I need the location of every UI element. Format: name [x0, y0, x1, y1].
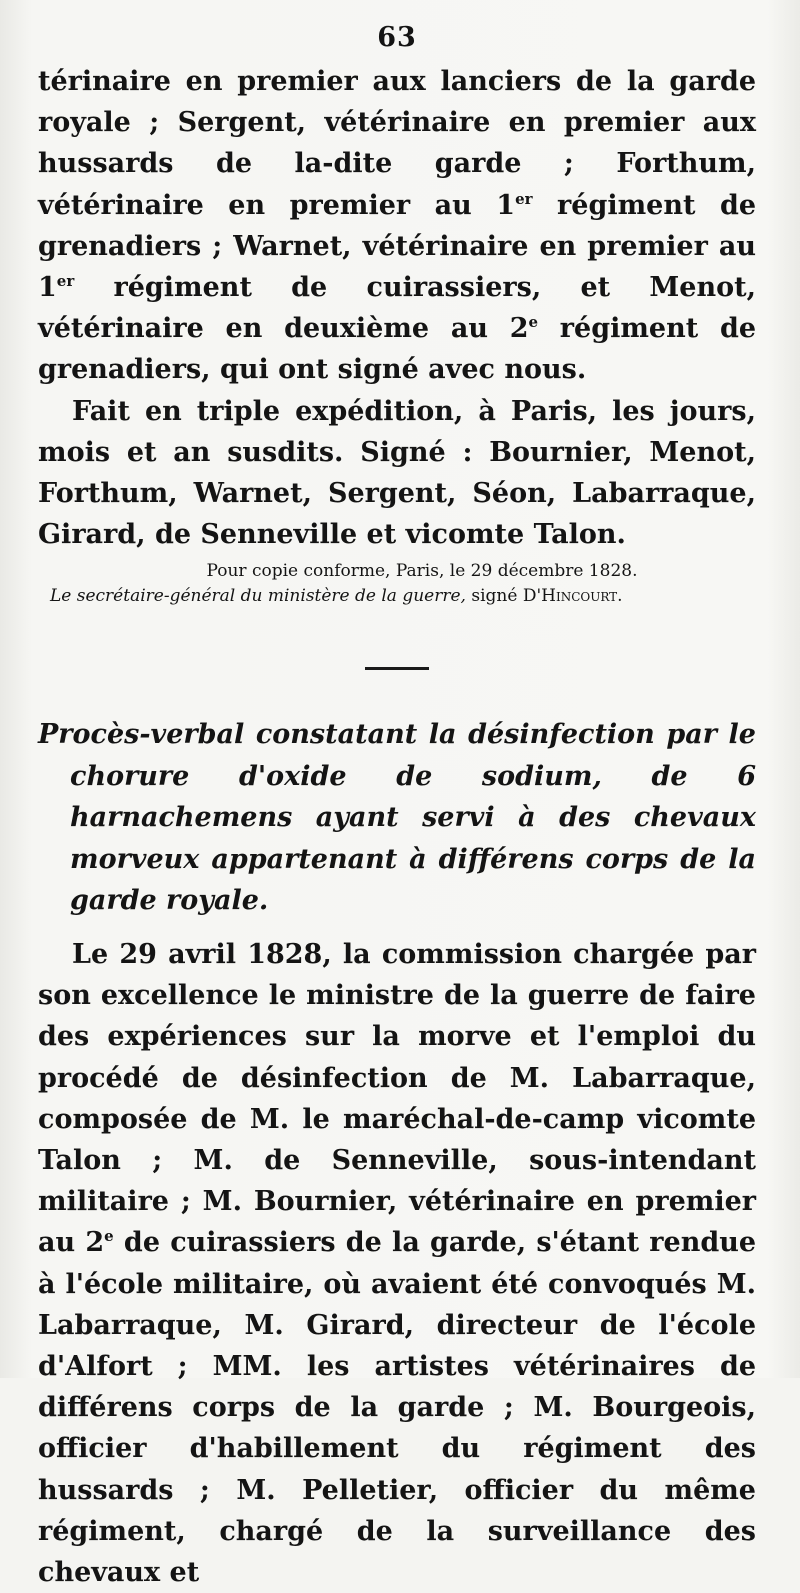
- paragraph-signatories: [38, 61, 756, 391]
- paragraph-text: régiment de grenadiers, qui ont signé avec nous.: [38, 313, 757, 386]
- paragraph-text: de cuirassiers de la garde, s'étant rendue à l'école militaire, où avaient été convoqués M. Labarraque, M. Girard, directeur de l'école d'Alfort ; MM. les artistes vétérinaires de différens corps de la garde ; M. Bourgeois, officier d'habillement du régiment des hussards ; M. Pelletier, officier du même régiment, chargé de la surveillance des chevaux et: [38, 1227, 757, 1588]
- paragraph-commission: [38, 934, 756, 1593]
- section-heading: Procès-verbal constatant la désinfection par le chorure d'oxide de sodium, de 6 harnachemens ayant servi à des chevaux morveux appartenant à différens corps de la garde royale.: [38, 719, 756, 917]
- certification-line: Pour copie conforme, Paris, le 29 décembre 1828.: [206, 561, 638, 582]
- paragraph-text: Le 29 avril 1828, la commission chargée par son excellence le ministre de la guerre de faire des expériences sur la morve et l'emploi du procédé de désinfection de M. Labarraque, composée de M. le maréchal-de-camp vicomte Talon ; M. de Senneville, sous-intendant militaire ; M. Bournier, vétérinaire en premier au 2: [38, 938, 756, 1259]
- section-divider: [365, 667, 429, 670]
- ordinal-superscript: er: [515, 189, 533, 208]
- ordinal-superscript: e: [104, 1227, 114, 1246]
- ordinal-superscript: er: [56, 272, 75, 291]
- certification-title: Le secrétaire-général du ministère de la guerre,: [50, 586, 466, 607]
- page-number: 63: [377, 22, 417, 53]
- ordinal-superscript: e: [528, 313, 539, 332]
- paragraph-text: térinaire en premier aux lanciers de la garde royale ; Sergent, vétérinaire en premier aux hussards de la-dite garde ; Forthum, vétérinaire en premier au 1: [38, 66, 756, 221]
- paragraph-text: régiment de cuirassiers, et Menot, vétérinaire en deuxième au 2: [38, 272, 756, 345]
- certification-name: Hincourt.: [541, 586, 623, 607]
- certification-block: [38, 559, 756, 609]
- paragraph-signatures: Fait en triple expédition, à Paris, les jours, mois et an susdits. Signé : Bournier, Menot, Forthum, Warnet, Sergent, Séon, Labarraque, Girard, de Senneville et vicomte Talon.: [38, 395, 756, 551]
- certification-signature: [38, 584, 756, 609]
- paragraph-text: régiment de grenadiers ; Warnet, vétérinaire en premier au 1: [38, 189, 757, 304]
- certification-signed: signé D': [465, 586, 542, 607]
